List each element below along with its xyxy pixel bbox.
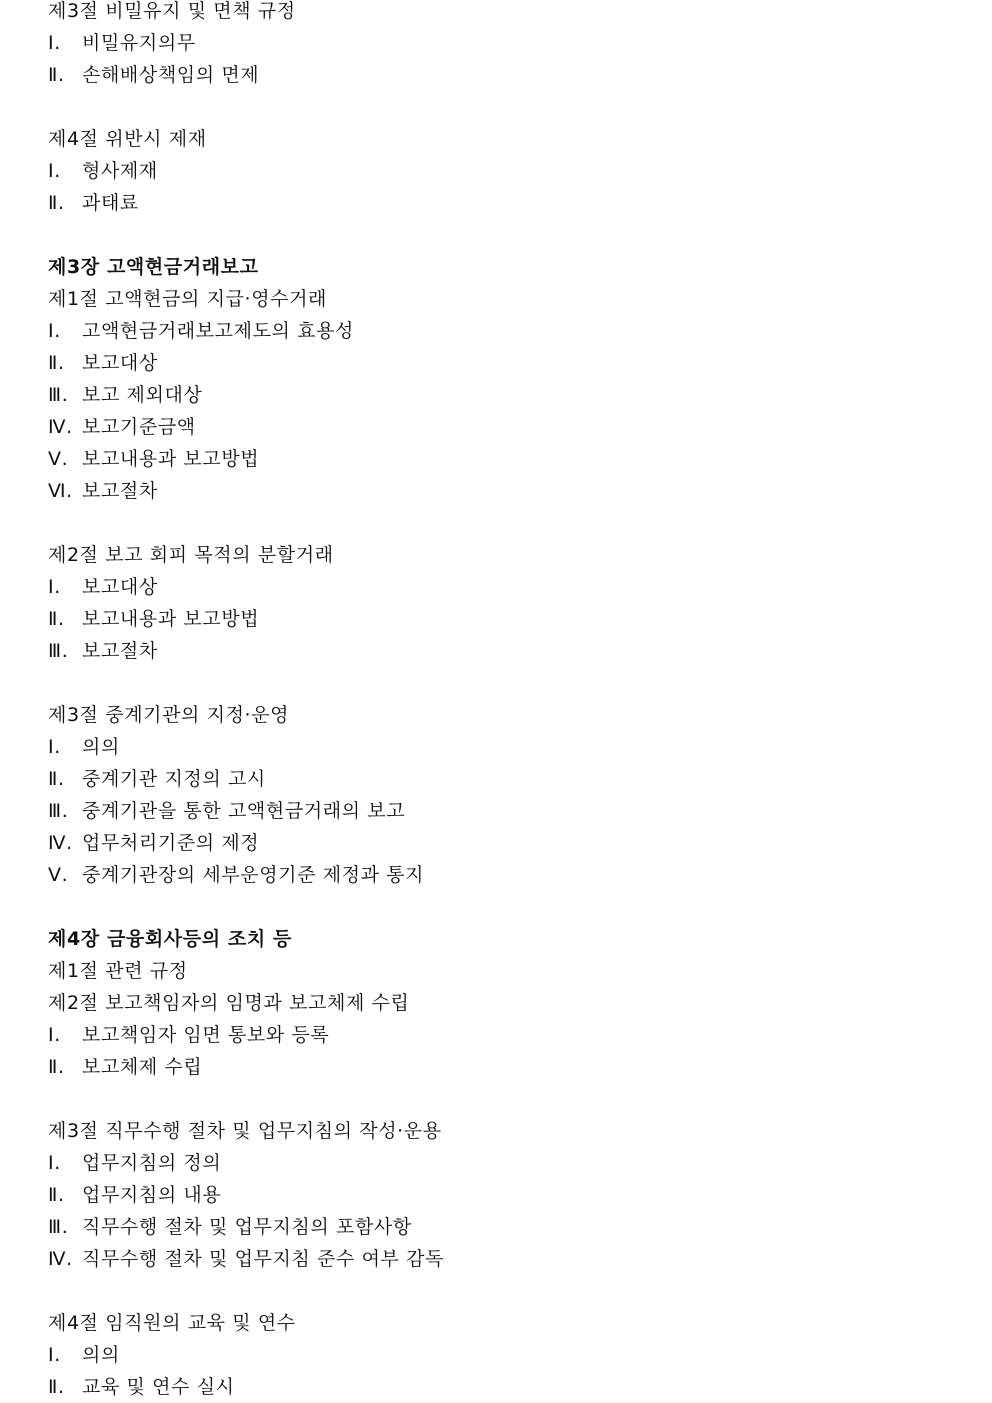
item-number: Ⅴ.: [48, 448, 69, 470]
spacer: [48, 219, 968, 251]
item-number: Ⅳ.: [48, 832, 73, 854]
item-number: Ⅱ.: [48, 608, 65, 630]
item-number: Ⅳ.: [48, 416, 73, 438]
item-number: Ⅱ.: [48, 192, 65, 214]
spacer: [48, 891, 968, 923]
item-number: Ⅱ.: [48, 352, 65, 374]
toc-item: [48, 859, 968, 891]
item-title: 보고기준금액: [82, 416, 196, 438]
toc-item: [48, 1371, 968, 1403]
toc-item: [48, 187, 968, 219]
spacer: [48, 667, 968, 699]
item-title: 손해배상책임의 면제: [82, 64, 260, 86]
item-title: 보고내용과 보고방법: [82, 608, 260, 630]
item-title: 보고대상: [82, 352, 158, 374]
item-title: 직무수행 절차 및 업무지침의 포함사항: [82, 1216, 412, 1238]
section-heading: 제4절 위반시 제재: [48, 128, 207, 150]
item-title: 보고체제 수립: [82, 1056, 203, 1078]
item-number: Ⅵ.: [48, 480, 73, 502]
toc-item: [48, 1147, 968, 1179]
item-number: Ⅱ.: [48, 1056, 65, 1078]
section-heading: 제3절 비밀유지 및 면책 규정: [48, 0, 296, 22]
chapter-heading: 제4장 금융회사등의 조치 등: [48, 928, 292, 950]
toc-item: [48, 475, 968, 507]
toc-item: [48, 347, 968, 379]
section-heading: 제2절 보고 회피 목적의 분할거래: [48, 544, 334, 566]
toc-item: [48, 1211, 968, 1243]
toc-item: [48, 443, 968, 475]
item-title: 보고절차: [82, 640, 158, 662]
section-heading: 제1절 관련 규정: [48, 960, 188, 982]
spacer: [48, 91, 968, 123]
item-number: Ⅰ.: [48, 320, 61, 342]
toc-item: [48, 603, 968, 635]
table-of-contents: [48, 0, 968, 1403]
toc-item: [48, 27, 968, 59]
toc-item: [48, 795, 968, 827]
item-title: 과태료: [82, 192, 139, 214]
toc-item: [48, 571, 968, 603]
spacer: [48, 1083, 968, 1115]
item-number: Ⅰ.: [48, 160, 61, 182]
item-title: 보고대상: [82, 576, 158, 598]
item-title: 중계기관장의 세부운영기준 제정과 통지: [82, 864, 425, 886]
item-title: 비밀유지의무: [82, 32, 196, 54]
item-number: Ⅰ.: [48, 1024, 61, 1046]
item-title: 의의: [82, 1344, 120, 1366]
item-number: Ⅴ.: [48, 864, 69, 886]
section-heading: 제2절 보고책임자의 임명과 보고체제 수립: [48, 992, 410, 1014]
item-number: Ⅰ.: [48, 32, 61, 54]
toc-item: [48, 1179, 968, 1211]
item-number: Ⅱ.: [48, 1376, 65, 1398]
section-heading: 제3절 중계기관의 지정·운영: [48, 704, 290, 726]
toc-item: [48, 731, 968, 763]
item-number: Ⅲ.: [48, 640, 69, 662]
toc-item: [48, 1019, 968, 1051]
toc-item: [48, 1243, 968, 1275]
item-number: Ⅱ.: [48, 1184, 65, 1206]
section-heading: 제1절 고액현금의 지급·영수거래: [48, 288, 328, 310]
section-heading: 제3절 직무수행 절차 및 업무지침의 작성·운용: [48, 1120, 442, 1142]
chapter-heading: 제3장 고액현금거래보고: [48, 256, 259, 278]
item-number: Ⅰ.: [48, 1152, 61, 1174]
item-title: 보고 제외대상: [82, 384, 203, 406]
item-number: Ⅱ.: [48, 768, 65, 790]
item-title: 보고내용과 보고방법: [82, 448, 260, 470]
spacer: [48, 507, 968, 539]
item-number: Ⅱ.: [48, 64, 65, 86]
toc-item: [48, 1051, 968, 1083]
item-title: 중계기관을 통한 고액현금거래의 보고: [82, 800, 406, 822]
item-title: 중계기관 지정의 고시: [82, 768, 266, 790]
item-title: 업무지침의 내용: [82, 1184, 222, 1206]
toc-item: [48, 155, 968, 187]
item-title: 직무수행 절차 및 업무지침 준수 여부 감독: [82, 1248, 445, 1270]
item-title: 보고절차: [82, 480, 158, 502]
item-title: 의의: [82, 736, 120, 758]
item-title: 업무처리기준의 제정: [82, 832, 260, 854]
item-title: 교육 및 연수 실시: [82, 1376, 235, 1398]
item-number: Ⅳ.: [48, 1248, 73, 1270]
item-title: 보고책임자 임면 통보와 등록: [82, 1024, 330, 1046]
toc-item: [48, 411, 968, 443]
toc-item: [48, 1339, 968, 1371]
item-title: 업무지침의 정의: [82, 1152, 222, 1174]
toc-item: [48, 379, 968, 411]
item-title: 고액현금거래보고제도의 효용성: [82, 320, 354, 342]
toc-item: [48, 315, 968, 347]
item-number: Ⅲ.: [48, 384, 69, 406]
item-number: Ⅰ.: [48, 1344, 61, 1366]
toc-item: [48, 827, 968, 859]
item-number: Ⅲ.: [48, 800, 69, 822]
toc-item: [48, 59, 968, 91]
item-title: 형사제재: [82, 160, 158, 182]
toc-item: [48, 763, 968, 795]
item-number: Ⅰ.: [48, 576, 61, 598]
toc-item: [48, 635, 968, 667]
item-number: Ⅲ.: [48, 1216, 69, 1238]
item-number: Ⅰ.: [48, 736, 61, 758]
spacer: [48, 1275, 968, 1307]
section-heading: 제4절 임직원의 교육 및 연수: [48, 1312, 296, 1334]
